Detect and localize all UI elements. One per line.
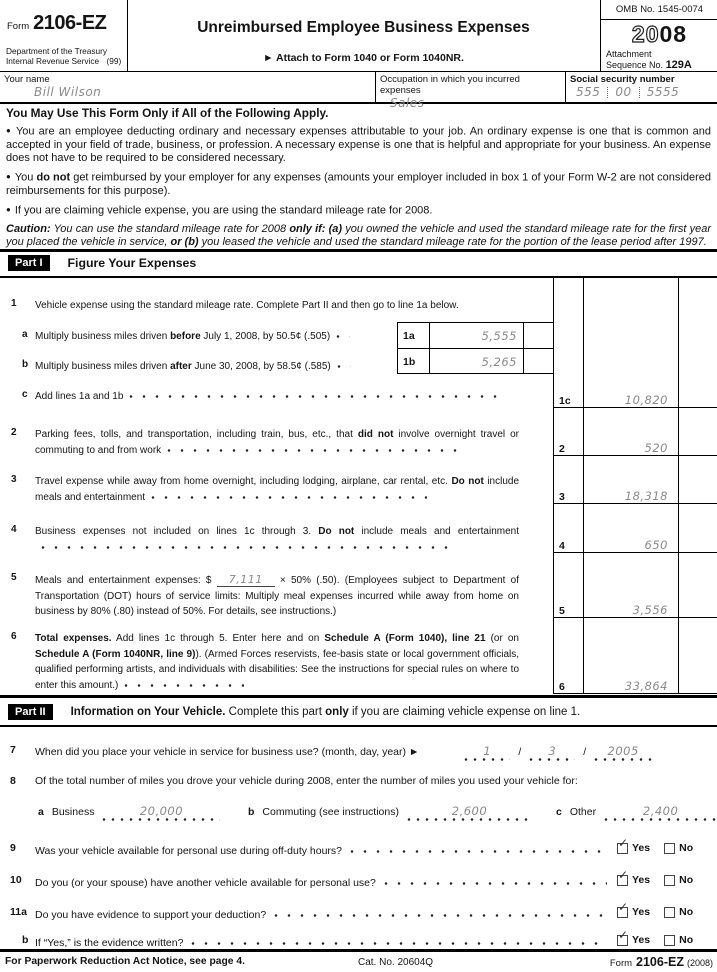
other-miles-group: [556, 804, 717, 822]
business-miles-group: [38, 804, 220, 822]
eligibility-bullet-2: ● You do not get reimbursed by your employer for any expenses (amounts your employer included in box 1 of your Form W-2 are not considered reimbursements for this purpose).: [6, 171, 711, 198]
identity-row: [0, 71, 717, 110]
dot-leader: [191, 941, 607, 946]
line4-code: 4: [559, 540, 565, 552]
ssn-part1[interactable]: 555: [576, 85, 601, 99]
line5-code: 5: [559, 605, 565, 617]
dot-leader: [41, 545, 449, 550]
ssn-separator: [639, 87, 640, 98]
no-checkbox[interactable]: [664, 907, 675, 918]
line8b-label: Commuting (see instructions): [262, 806, 399, 818]
yes-checkbox[interactable]: [617, 927, 629, 946]
dot-leader: [274, 913, 607, 918]
part2-heading: [8, 704, 580, 720]
attachment-sequence: [606, 49, 692, 70]
occupation-cell: [375, 72, 565, 110]
question-9-answer: [617, 835, 717, 854]
ssn-separator: [607, 87, 608, 98]
line4-row: [0, 524, 553, 555]
line5-text: Meals and entertainment expenses: $ 7,111 × 50% (.50). (Employees subject to Department of Transportation (DOT) hours of service limits: Multiply meal expenses incurred while away from home on business by 80% (.80) instead of 50%. For details, see instructions.): [35, 573, 519, 617]
line8a-letter: a: [38, 806, 44, 818]
no-label: No: [679, 874, 694, 886]
no-checkbox[interactable]: [664, 875, 675, 886]
line11b-number: b: [22, 934, 29, 946]
sequence-label: Sequence No.: [606, 59, 664, 70]
line4-amount-field[interactable]: 650: [644, 538, 668, 552]
line7-number: 7: [10, 744, 16, 756]
line1a-amount-field[interactable]: 5,555: [430, 323, 524, 348]
dot-leader: [124, 683, 244, 688]
line5-row: [0, 572, 553, 620]
line10-number: 10: [10, 874, 22, 886]
footer-form-year: (2008): [686, 958, 713, 968]
eligibility-heading: You May Use This Form Only if All of the Following Apply.: [6, 106, 329, 120]
commuting-miles-field[interactable]: 2,600: [407, 804, 532, 822]
line1c-row: [0, 389, 553, 405]
line6-text: Total expenses. Add lines 1c through 5. Enter here and on Schedule A (Form 1040), line 21 (or on Schedule A (Form 1040NR, line 9)). (Armed Forces reservists, fee-basis state or local government officials, qualified performing artists, and individuals with disabilities: See the instructions for special rules on where to enter this amount.): [35, 633, 520, 691]
yes-label: Yes: [632, 906, 651, 918]
line3-code: 3: [559, 491, 565, 503]
dot-leader: [350, 849, 607, 854]
dot-leader: [167, 448, 457, 453]
line3-amount-field[interactable]: 18,318: [624, 489, 668, 503]
line1c-text: Add lines 1a and 1b: [35, 389, 519, 405]
line3-text: Travel expense while away from home overnight, including lodging, airplane, car rental, etc. Do not include meals and entertainment: [35, 476, 520, 503]
line1-row: [0, 298, 553, 314]
eligibility-bullet-1: ● You are an employee deducting ordinary and necessary expenses attributable to your job. An ordinary expense is one that is common and accepted in your field of trade, business, or profession. A necessary expense is one that is helpful and appropriate for your business. An expense does not have to be required to be considered necessary.: [6, 125, 711, 165]
question-10-row: [0, 867, 717, 889]
question-10-text: Do you (or your spouse) have another vehicle available for personal use?: [35, 876, 376, 889]
dept-line1: Department of the Treasury: [6, 46, 107, 56]
tax-year: [601, 21, 717, 48]
eligibility-bullet-3: ● If you are claiming vehicle expense, you are using the standard mileage rate for 2008.: [6, 204, 433, 217]
line1a-cents-cell[interactable]: [524, 323, 553, 348]
line1a-text: Multiply business miles driven before July 1, 2008, by 50.5¢ (.505): [35, 329, 395, 345]
line1a-number: a: [22, 329, 28, 340]
line8-mileage-row: [0, 804, 717, 826]
question-9-row: [0, 835, 717, 857]
grid-line: [553, 407, 717, 408]
line3-row: [0, 474, 553, 505]
line1-number: 1: [11, 298, 17, 309]
year-outline: 20: [631, 21, 660, 47]
line8a-label: Business: [51, 806, 95, 818]
part1-heading: [8, 255, 196, 271]
yes-checkbox[interactable]: [617, 899, 629, 918]
form-number: 2106-EZ: [33, 12, 107, 34]
line2-number: 2: [11, 427, 17, 438]
line1c-number: c: [22, 389, 28, 400]
check-icon: ✓: [618, 899, 629, 914]
bullet-icon: ●: [6, 126, 12, 136]
dot-leader: [337, 364, 351, 369]
question-11a-answer: [617, 899, 717, 918]
dot-leader: [129, 394, 501, 399]
grid-line: [553, 503, 717, 504]
dept-line2: Internal Revenue Service: [6, 56, 100, 66]
no-checkbox[interactable]: [664, 935, 675, 946]
yes-label: Yes: [632, 842, 651, 854]
form-number-block: [0, 0, 128, 71]
dept-99: (99): [106, 56, 122, 66]
title-block: [127, 0, 600, 71]
dot-leader: [336, 334, 350, 339]
line6-row: [0, 631, 553, 693]
commuting-miles-group: [248, 804, 532, 822]
line4-number: 4: [11, 524, 17, 535]
line1b-number: b: [22, 359, 29, 370]
grid-line: [678, 278, 679, 693]
question-9-text: Was your vehicle available for personal use during off-duty hours?: [35, 844, 343, 857]
question-11b-answer: [617, 927, 717, 946]
form-word: Form: [7, 21, 30, 32]
eligibility-section: [6, 107, 711, 254]
question-11a-row: [0, 899, 717, 921]
line3-number: 3: [11, 474, 17, 485]
footer-form-number: 2106-EZ: [636, 955, 684, 969]
bullet-icon: ●: [6, 172, 11, 182]
line8b-letter: b: [248, 806, 255, 818]
divider: [0, 695, 717, 698]
line7-date-fields: [464, 744, 652, 762]
attach-instruction: ► Attach to Form 1040 or Form 1040NR.: [263, 52, 464, 64]
line1-text: Vehicle expense using the standard mileage rate. Complete Part II and then go to line 1a below.: [35, 300, 459, 311]
line2-amount-field[interactable]: 520: [644, 441, 668, 455]
line6-code: 6: [559, 681, 565, 693]
line5-amount-field[interactable]: 3,556: [632, 603, 668, 617]
day-field[interactable]: 3: [529, 744, 575, 762]
name-label: Your name: [4, 74, 50, 85]
footer-form-word: Form: [609, 958, 633, 969]
omb-number: OMB No. 1545-0074: [601, 0, 717, 20]
omb-block: [600, 0, 717, 71]
line5-number: 5: [11, 572, 17, 583]
name-field[interactable]: Bill Wilson: [34, 85, 102, 99]
part1-expense-table: [0, 278, 717, 695]
line1a-code: 1a: [398, 323, 430, 348]
grid-line: [553, 552, 717, 553]
line7-text: When did you place your vehicle in service for business use? (month, day, year) ►: [35, 746, 420, 758]
line2-row: [0, 427, 553, 458]
department-lines: [6, 46, 121, 66]
line11a-number: 11a: [10, 906, 27, 918]
paperwork-notice: For Paperwork Reduction Act Notice, see page 4.: [5, 956, 245, 967]
grid-line: [553, 455, 717, 456]
question-10-answer: [617, 867, 717, 886]
check-icon: ✓: [618, 927, 629, 942]
line8-text: Of the total number of miles you drove your vehicle during 2008, enter the number of miles you used your vehicle for:: [35, 775, 578, 787]
name-cell: [0, 72, 375, 102]
question-11a-text: Do you have evidence to support your deduction?: [35, 908, 267, 921]
no-label: No: [679, 934, 694, 946]
sequence-number: 129A: [665, 58, 692, 71]
line1c-code: 1c: [559, 395, 571, 407]
line1b-cents-cell[interactable]: [524, 349, 553, 374]
line9-number: 9: [10, 842, 16, 854]
other-miles-field[interactable]: 2,400: [604, 804, 717, 822]
occupation-label: Occupation in which you incurred expenses: [380, 74, 520, 96]
line1c-amount-field[interactable]: 10,820: [624, 393, 668, 407]
no-label: No: [679, 842, 694, 854]
date-separator: /: [583, 746, 587, 758]
ssn-part3[interactable]: 5555: [646, 85, 680, 99]
line7-row: [0, 744, 717, 762]
dot-leader: [151, 495, 427, 500]
business-miles-field[interactable]: 20,000: [102, 804, 220, 822]
divider: [0, 725, 717, 727]
line2-code: 2: [559, 443, 565, 455]
grid-line: [553, 617, 717, 618]
yes-checkbox[interactable]: [617, 835, 629, 854]
line8-number: 8: [10, 775, 16, 787]
bullet-icon: ●: [6, 205, 11, 215]
attachment-label: Attachment: [606, 49, 652, 59]
occupation-field[interactable]: Sales: [390, 96, 425, 110]
ssn-part2[interactable]: 00: [615, 85, 632, 99]
line1b-code: 1b: [398, 349, 430, 374]
no-checkbox[interactable]: [664, 843, 675, 854]
line6-amount-field[interactable]: 33,864: [624, 679, 668, 693]
year-field[interactable]: 2005: [594, 744, 652, 762]
month-field[interactable]: 1: [464, 744, 510, 762]
line4-text: Business expenses not included on lines 1c through 3. Do not include meals and entertainment: [35, 524, 519, 555]
page-title: Unreimbursed Employee Business Expenses: [197, 19, 530, 36]
part2-title: Information on Your Vehicle. Complete this part only if you are claiming vehicle expense on line 1.: [70, 706, 581, 718]
part2-badge: Part II: [8, 704, 53, 720]
footer-form-id: [610, 955, 713, 969]
ssn-field[interactable]: [576, 85, 713, 99]
line1b-text: Multiply business miles driven after June 30, 2008, by 58.5¢ (.585): [35, 359, 395, 375]
part1-badge: Part I: [8, 255, 50, 271]
divider: [0, 949, 717, 952]
no-label: No: [679, 906, 694, 918]
line2-text: Parking fees, tolls, and transportation, including train, bus, etc., that did not involve overnight travel or commuting to and from work: [35, 429, 519, 456]
yes-label: Yes: [632, 874, 651, 886]
grid-line: [553, 693, 717, 694]
question-11b-row: [0, 927, 717, 949]
question-11b-text: If “Yes,” is the evidence written?: [35, 936, 184, 949]
line1b-amount-field[interactable]: 5,265: [430, 349, 524, 374]
caution-note: Caution: You can use the standard mileage rate for 2008 only if: (a) you owned the vehicle and used the standard mileage rate for the first year you placed the vehicle in service, or (b) you leased the vehicle and used the standard mileage rate for the portion of the lease period after 1997.: [6, 222, 711, 249]
line8c-label: Other: [569, 806, 597, 818]
line6-number: 6: [11, 631, 17, 642]
line1ab-amount-box: [397, 322, 553, 374]
catalog-number: Cat. No. 20604Q: [358, 957, 434, 968]
year-bold: 08: [659, 21, 688, 47]
divider: [0, 249, 717, 252]
check-icon: ✓: [618, 835, 629, 850]
part1-title: Figure Your Expenses: [67, 256, 197, 270]
line8-row: [0, 775, 717, 787]
check-icon: ✓: [618, 867, 629, 882]
line8c-letter: c: [556, 806, 562, 818]
yes-checkbox[interactable]: [617, 867, 629, 886]
yes-label: Yes: [632, 934, 651, 946]
date-separator: /: [518, 746, 522, 758]
ssn-label: Social security number: [570, 74, 675, 85]
ssn-cell: [565, 72, 717, 102]
dot-leader: [384, 881, 607, 886]
